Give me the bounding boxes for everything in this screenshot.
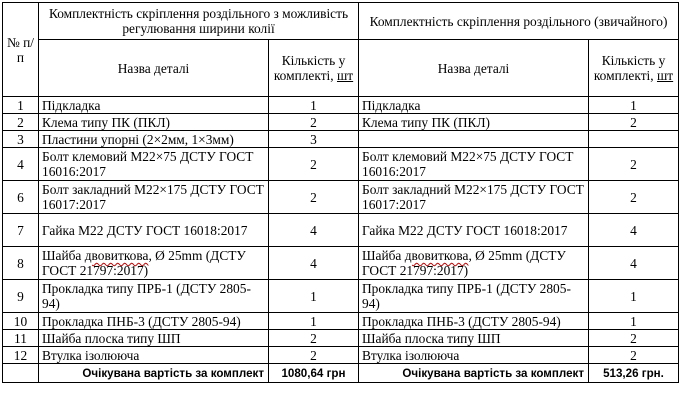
header-quantity-left: Кількість у комплекті, шт [269, 40, 359, 97]
row-number: 4 [3, 148, 39, 181]
footer-row [3, 364, 679, 383]
row-number: 10 [3, 313, 39, 330]
quantity-right: 1 [589, 97, 679, 114]
part-name-right: Болт закладний М22×175 ДСТУ ГОСТ 16017:2017 [359, 181, 589, 214]
quantity-right: 2 [589, 181, 679, 214]
part-name-left: Прокладка типу ПРБ-1 (ДСТУ 2805-94) [39, 280, 269, 313]
quantity-right: 4 [589, 247, 679, 280]
part-name-left: Втулка ізолююча [39, 347, 269, 364]
quantity-right: 1 [589, 280, 679, 313]
quantity-left: 1 [269, 97, 359, 114]
quantity-left: 2 [269, 330, 359, 347]
part-name-right: Прокладка ПНБ-3 (ДСТУ 2805-94) [359, 313, 589, 330]
expected-cost-label-right: Очікувана вартість за комплект [359, 364, 589, 383]
part-name-left: Підкладка [39, 97, 269, 114]
header-group-adjustable: Комплектність скріплення роздільного з можливість регулювання ширини колії [39, 3, 359, 40]
row-number: 6 [3, 181, 39, 214]
table-row [3, 131, 679, 148]
expected-cost-label-left: Очікувана вартість за комплект [39, 364, 269, 383]
row-number: 12 [3, 347, 39, 364]
part-name-right: Клема типу ПК (ПКЛ) [359, 114, 589, 131]
part-name-left: Шайба плоска типу ШП [39, 330, 269, 347]
part-name-right [359, 131, 589, 148]
quantity-left: 1 [269, 280, 359, 313]
quantity-left: 4 [269, 214, 359, 247]
header-group-standard: Комплектність скріплення роздільного (звичайного) [359, 3, 679, 40]
table-row [3, 114, 679, 131]
quantity-right: 2 [589, 330, 679, 347]
row-number: 2 [3, 114, 39, 131]
header-row-columns [3, 40, 679, 97]
row-number: 9 [3, 280, 39, 313]
quantity-left: 2 [269, 148, 359, 181]
part-name-right: Підкладка [359, 97, 589, 114]
header-part-name-right: Назва деталі [359, 40, 589, 97]
quantity-right: 4 [589, 214, 679, 247]
quantity-right [589, 131, 679, 148]
quantity-left: 2 [269, 181, 359, 214]
row-number: 7 [3, 214, 39, 247]
part-name-left: Пластини упорні (2×2мм, 1×3мм) [39, 131, 269, 148]
part-name-right: Болт клемовий М22×75 ДСТУ ГОСТ 16016:2017 [359, 148, 589, 181]
table-row [3, 181, 679, 214]
row-number: 11 [3, 330, 39, 347]
table-row [3, 330, 679, 347]
expected-cost-value-left: 1080,64 грн [269, 364, 359, 383]
row-number: 1 [3, 97, 39, 114]
part-name-left: Прокладка ПНБ-3 (ДСТУ 2805-94) [39, 313, 269, 330]
part-name-left: Шайба двовиткова, Ø 25mm (ДСТУ ГОСТ 21797:2017) [39, 247, 269, 280]
expected-cost-value-right: 513,26 грн. [589, 364, 679, 383]
table-row [3, 313, 679, 330]
quantity-left: 4 [269, 247, 359, 280]
quantity-left: 3 [269, 131, 359, 148]
part-name-right: Шайба двовиткова, Ø 25mm (ДСТУ ГОСТ 21797:2017) [359, 247, 589, 280]
table-row [3, 148, 679, 181]
part-name-right: Втулка ізолююча [359, 347, 589, 364]
quantity-right: 2 [589, 114, 679, 131]
header-number: № п/п [3, 3, 39, 97]
part-name-left: Болт клемовий М22×75 ДСТУ ГОСТ 16016:2017 [39, 148, 269, 181]
row-number: 8 [3, 247, 39, 280]
quantity-left: 2 [269, 347, 359, 364]
header-part-name-left: Назва деталі [39, 40, 269, 97]
part-name-left: Клема типу ПК (ПКЛ) [39, 114, 269, 131]
part-name-left: Болт закладний М22×175 ДСТУ ГОСТ 16017:2017 [39, 181, 269, 214]
footer-spacer [3, 364, 39, 383]
part-name-right: Прокладка типу ПРБ-1 (ДСТУ 2805-94) [359, 280, 589, 313]
table-row [3, 97, 679, 114]
quantity-left: 1 [269, 313, 359, 330]
table-row [3, 214, 679, 247]
row-number: 3 [3, 131, 39, 148]
quantity-right: 1 [589, 313, 679, 330]
components-table [2, 2, 679, 383]
quantity-right: 2 [589, 347, 679, 364]
part-name-right: Гайка М22 ДСТУ ГОСТ 16018:2017 [359, 214, 589, 247]
quantity-right: 2 [589, 148, 679, 181]
table-row [3, 347, 679, 364]
table-row [3, 280, 679, 313]
header-row-groups [3, 3, 679, 40]
header-quantity-right: Кількість у комплекті, шт [589, 40, 679, 97]
part-name-left: Гайка М22 ДСТУ ГОСТ 16018:2017 [39, 214, 269, 247]
part-name-right: Шайба плоска типу ШП [359, 330, 589, 347]
quantity-left: 2 [269, 114, 359, 131]
table-row [3, 247, 679, 280]
